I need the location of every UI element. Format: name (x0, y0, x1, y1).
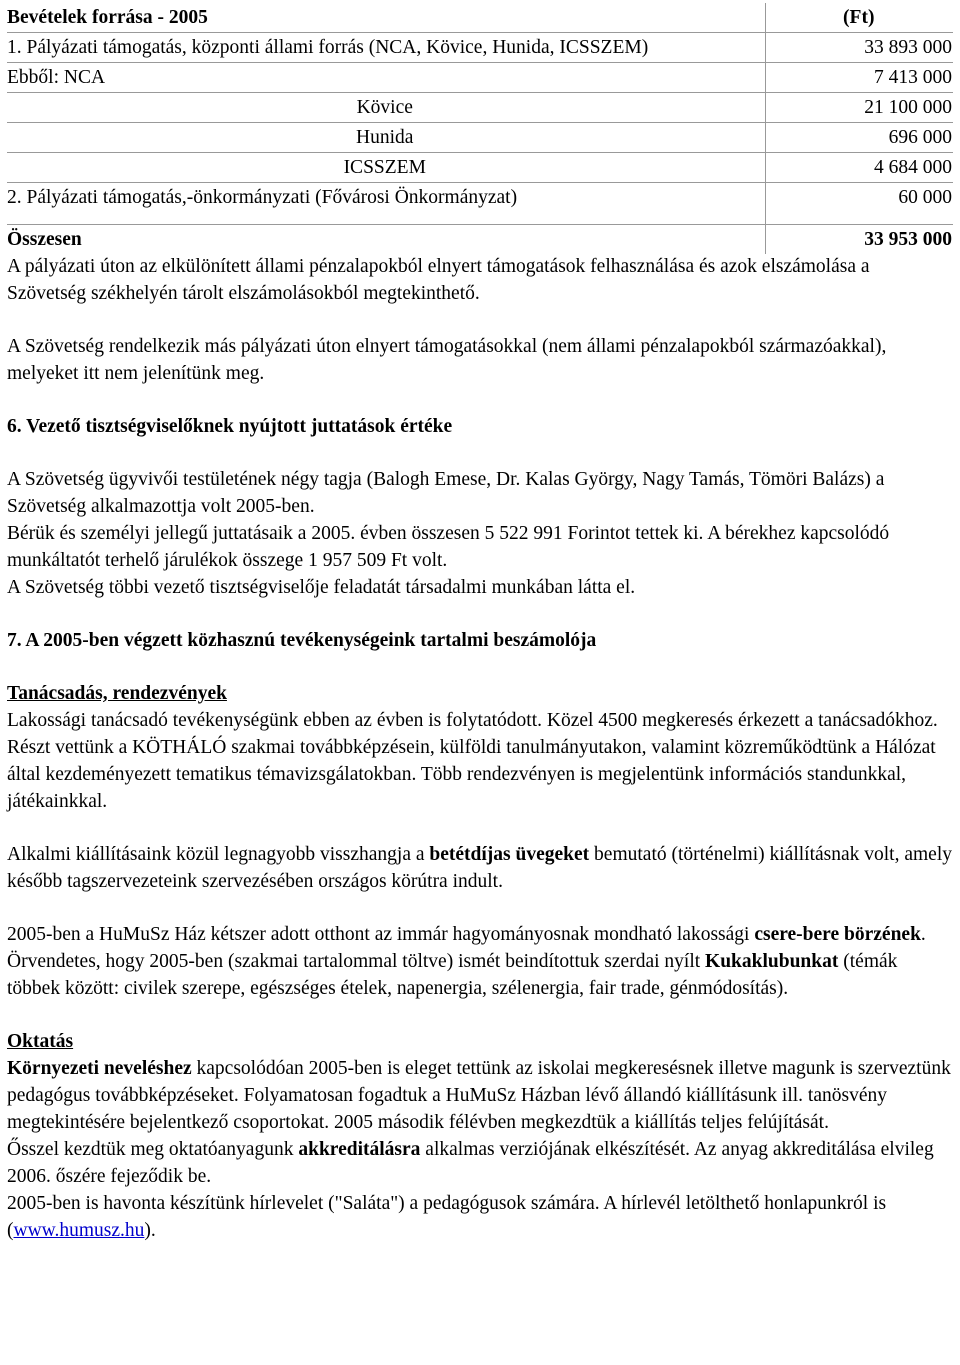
table-row (7, 93, 953, 123)
table-row (7, 153, 953, 183)
table-row (7, 123, 953, 153)
revenue-table (7, 3, 953, 254)
row-label: Kövice (7, 93, 765, 123)
bold-text: csere-bere börzének (754, 924, 921, 945)
bold-text: Környezeti neveléshez (7, 1058, 192, 1079)
paragraph: A pályázati úton az elkülönített állami pénzalapokból elnyert támogatások felhasználása és azok elszámolása a Szövetség székhelyén tárolt elszámolásokból megtekinthető. (7, 256, 870, 304)
table-title: Bevételek forrása - 2005 (7, 7, 208, 28)
text-run: kapcsolódóan 2005-ben is eleget tettünk az iskolai megkeresésnek illetve magunk is szerveztünk pedagógus továbbképzéseket. Folyamatosan fogadtuk a HuMuSz Házban lévő állandó kiállításunk ill. tanösvény megtekintésére bejelentkező csoportokat. 2005 második félévben megkezdtük a kiállítás teljes felújítását. (7, 1058, 951, 1133)
row-value: 4 684 000 (765, 153, 953, 183)
row-value: 21 100 000 (765, 93, 953, 123)
row-value: 33 893 000 (765, 33, 953, 63)
paragraph: A Szövetség többi vezető tisztségviselője feladatát társadalmi munkában látta el. (7, 577, 636, 598)
subsection-heading: Tanácsadás, rendezvények (7, 683, 227, 704)
text-run: 2005-ben is havonta készítünk hírlevelet ("Saláta") a pedagógusok számára. A hírlevél letölthető honlapunkról is ( (7, 1193, 887, 1241)
text-run: alkalmas verziójának elkészítését. Az anyag akkreditálása elvileg 2006. őszére fejeződik be. (7, 1139, 934, 1187)
website-link[interactable]: www.humusz.hu (13, 1220, 145, 1241)
text-run: bemutató (történelmi) kiállításnak volt, amely később tagszervezeteink szervezésében országos körútra indult. (7, 844, 952, 892)
row-value: 60 000 (765, 183, 953, 213)
text-run: ). (144, 1220, 156, 1241)
text-run: (témák többek között: civilek szerepe, egészséges ételek, napenergia, szélenergia, fair trade, génmódosítás). (7, 951, 898, 999)
section-heading: 6. Vezető tisztségviselőknek nyújtott juttatások értéke (7, 416, 453, 437)
table-row (7, 33, 953, 63)
bold-text: betétdíjas üvegeket (429, 844, 590, 865)
unit-label: (Ft) (765, 3, 953, 33)
total-value: 33 953 000 (765, 225, 953, 255)
paragraph: A Szövetség ügyvivői testületének négy tagja (Balogh Emese, Dr. Kalas György, Nagy Tamás, Tömöri Balázs) a Szövetség alkalmazottja volt 2005-ben. (7, 469, 885, 517)
section-heading: 7. A 2005-ben végzett közhasznú tevékenységeink tartalmi beszámolója (7, 630, 597, 651)
table-row (7, 63, 953, 93)
paragraph (7, 841, 953, 895)
table-row (7, 183, 953, 213)
text-run: 2005-ben a HuMuSz Ház kétszer adott otthont az immár hagyományosnak mondható lakossági (7, 924, 755, 945)
row-value: 7 413 000 (765, 63, 953, 93)
row-label: Ebből: NCA (7, 63, 765, 93)
paragraph: Bérük és személyi jellegű juttatásaik a 2005. évben összesen 5 522 991 Forintot tettek ki. A bérekhez kapcsolódó munkáltatót terhelő járulékok összege 1 957 509 Ft volt. (7, 523, 890, 571)
text-run: Ősszel kezdtük meg oktatóanyagunk (7, 1139, 299, 1160)
row-label: 1. Pályázati támogatás, központi állami forrás (NCA, Kövice, Hunida, ICSSZEM) (7, 33, 765, 63)
paragraph: Lakossági tanácsadó tevékenységünk ebben az évben is folytatódott. Közel 4500 megkeresés érkezett a tanácsadókhoz. Részt vettünk a KÖTHÁLÓ szakmai továbbképzésein, külföldi tanulmányutakon, valamint közreműködtünk a Hálózat által kezdeményezett tematikus témavizsgálatokban. Több rendezvényen is megjelentünk információs standunkkal, játékainkkal. (7, 710, 938, 812)
paragraph (7, 1136, 953, 1190)
row-label: ICSSZEM (7, 153, 765, 183)
row-label: 2. Pályázati támogatás,-önkormányzati (Fővárosi Önkormányzat) (7, 183, 765, 213)
paragraph (7, 921, 953, 1002)
row-label: Hunida (7, 123, 765, 153)
spacer-row (7, 212, 953, 225)
bold-text: akkreditálásra (298, 1139, 421, 1160)
paragraph: A Szövetség rendelkezik más pályázati úton elnyert támogatásokkal (nem állami pénzalapokból származóakkal), melyeket itt nem jelenítünk meg. (7, 336, 887, 384)
text-run: Alkalmi kiállításaink közül legnagyobb visszhangja a (7, 844, 430, 865)
subsection-heading: Oktatás (7, 1031, 74, 1052)
text-run: . Örvendetes, hogy 2005-ben (szakmai tartalommal töltve) ismét beindítottuk szerdai nyílt (7, 924, 926, 972)
paragraph (7, 1190, 953, 1244)
paragraph (7, 1055, 953, 1136)
total-row (7, 225, 953, 255)
total-label: Összesen (7, 225, 765, 255)
document-page (7, 3, 953, 1244)
row-value: 696 000 (765, 123, 953, 153)
table-header-row (7, 3, 953, 33)
bold-text: Kukaklubunkat (705, 951, 839, 972)
